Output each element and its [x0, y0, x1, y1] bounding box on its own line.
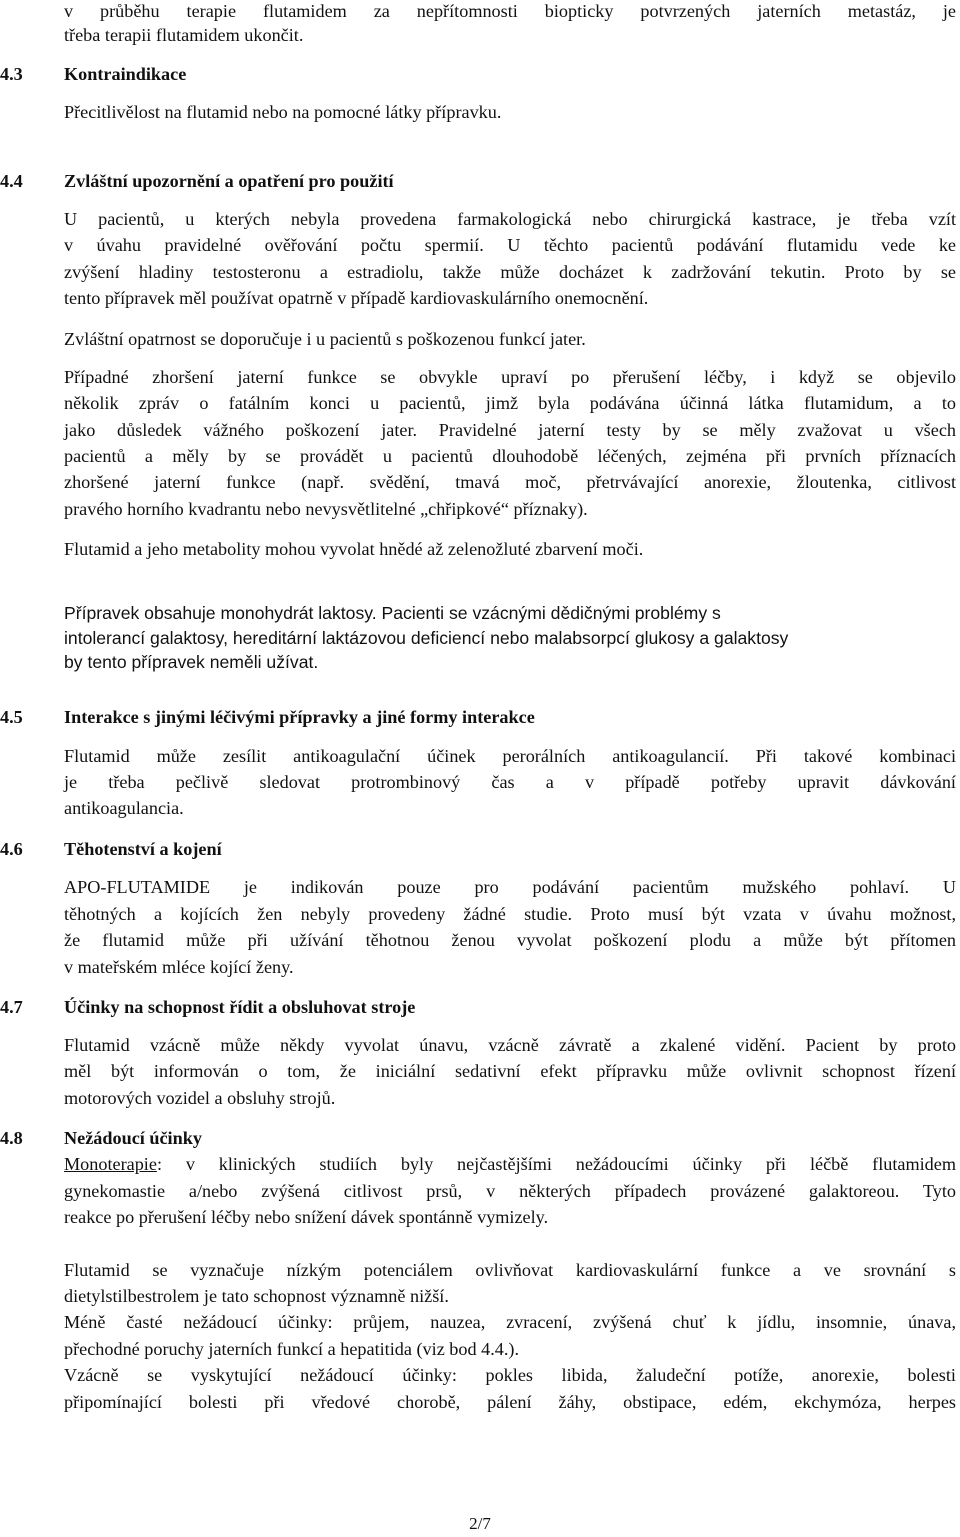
section-heading: Interakce s jinými léčivými přípravky a jiné formy interakce — [64, 707, 535, 727]
body-line: v úvahu pravidelné ověřování počtu spermií. U těchto pacientů podávání flutamidu vede ke — [64, 235, 956, 255]
body-line: Méně časté nežádoucí účinky: průjem, nauzea, zvracení, zvýšená chuť k jídlu, insomnie, únava, — [64, 1312, 956, 1332]
section-number: 4.8 — [0, 1128, 23, 1148]
body-line: třeba terapii flutamidem ukončit. — [64, 25, 304, 45]
body-line: je třeba pečlivě sledovat protrombinový čas a v případě potřeby upravit dávkování — [64, 772, 956, 792]
body-line: gynekomastie a/nebo zvýšená citlivost prsů, v některých případech provázené galaktoreou. Tyto — [64, 1181, 956, 1201]
body-line: dietylstilbestrolem je tato schopnost významně nižší. — [64, 1286, 449, 1306]
body-line: reakce po přerušení léčby nebo snížení dávek spontánně vymizely. — [64, 1207, 549, 1227]
section-heading: Účinky na schopnost řídit a obsluhovat stroje — [64, 997, 416, 1017]
body-line: U pacientů, u kterých nebyla provedena farmakologická nebo chirurgická kastrace, je třeba vzít — [64, 209, 956, 229]
body-line: přechodné poruchy jaterních funkcí a hepatitida (viz bod 4.4.). — [64, 1339, 520, 1359]
page-number: 2/7 — [469, 1514, 491, 1533]
body-line: jako důsledek vážného poškození jater. Pravidelné jaterní testy by se měly zvažovat u všech — [64, 420, 956, 440]
monotherapy-text: : v klinických studiích byly nejčastějšími nežádoucími účinky při léčbě flutamidem — [156, 1154, 956, 1174]
body-line: Flutamid a jeho metabolity mohou vyvolat hnědé až zelenožluté zbarvení moči. — [64, 539, 644, 559]
body-line: v průběhu terapie flutamidem za nepřítomnosti biopticky potvrzených jaterních metastáz, je — [64, 1, 956, 21]
body-line: že flutamid může při užívání těhotnou ženou vyvolat poškození plodu a může být přítomen — [64, 930, 956, 950]
body-line: pacientů a měly by se provádět u pacientů dlouhodobě léčených, zejména při prvních příznacích — [64, 446, 956, 466]
body-line: Flutamid vzácně může někdy vyvolat únavu, vzácně závratě a zkalené vidění. Pacient by proto — [64, 1035, 956, 1055]
body-line: Zvláštní opatrnost se doporučuje i u pacientů s poškozenou funkcí jater. — [64, 329, 586, 349]
body-line: několik zpráv o fatálním konci u pacientů, jimž byla podávána účinná látka flutamidum, a to — [64, 393, 956, 413]
section-heading: Těhotenství a kojení — [64, 839, 222, 859]
section-heading: Zvláštní upozornění a opatření pro použití — [64, 171, 394, 191]
body-line: připomínající bolesti při vředové chorobě, pálení žáhy, obstipace, edém, ekchymóza, herpes — [64, 1392, 956, 1412]
body-line: by tento přípravek neměli užívat. — [64, 652, 319, 672]
section-number: 4.6 — [0, 839, 23, 859]
section-heading: Nežádoucí účinky — [64, 1128, 202, 1148]
body-line: Případné zhoršení jaterní funkce se obvykle upraví po přerušení léčby, i když se objevilo — [64, 367, 956, 387]
body-line: Vzácně se vyskytující nežádoucí účinky: pokles libida, žaludeční potíže, anorexie, bolesti — [64, 1365, 956, 1385]
section-number: 4.3 — [0, 64, 23, 84]
body-line: Flutamid se vyznačuje nízkým potenciálem ovlivňovat kardiovaskulární funkce a ve srovnání s — [64, 1260, 956, 1280]
body-line: v mateřském mléce kojící ženy. — [64, 957, 294, 977]
body-line: Flutamid může zesílit antikoagulační účinek perorálních antikoagulancií. Při takové kombinaci — [64, 746, 956, 766]
body-line: intolerancí galaktosy, hereditární laktázovou deficiencí nebo malabsorpcí glukosy a galaktosy — [64, 628, 789, 648]
section-number: 4.4 — [0, 171, 23, 191]
body-line: těhotných a kojících žen nebyly provedeny žádné studie. Proto musí být vzata v úvahu možnost, — [64, 904, 956, 924]
section-heading: Kontraindikace — [64, 64, 187, 84]
body-line: zvýšení hladiny testosteronu a estradiolu, takže může docházet k zadržování tekutin. Proto by se — [64, 262, 956, 282]
body-line: Přecitlivělost na flutamid nebo na pomocné látky přípravku. — [64, 102, 502, 122]
body-line: tento přípravek měl používat opatrně v případě kardiovaskulárního onemocnění. — [64, 288, 649, 308]
body-line: Přípravek obsahuje monohydrát laktosy. Pacienti se vzácnými dědičnými problémy s — [64, 603, 721, 623]
body-line: pravého horního kvadrantu nebo nevysvětlitelné „chřipkové“ příznaky). — [64, 499, 588, 519]
body-line: APO-FLUTAMIDE je indikován pouze pro podávání pacientům mužského pohlaví. U — [64, 877, 956, 897]
body-line: měl být informován o tom, že iniciální sedativní efekt přípravku může ovlivnit schopnost řízení — [64, 1061, 956, 1081]
body-line: antikoagulancia. — [64, 798, 184, 818]
body-line: zhoršené jaterní funkce (např. svědění, tmavá moč, přetrvávající anorexie, žloutenka, citlivost — [64, 472, 956, 492]
body-line: motorových vozidel a obsluhy strojů. — [64, 1088, 336, 1108]
body-line — [64, 1153, 956, 1175]
section-number: 4.5 — [0, 707, 23, 727]
section-number: 4.7 — [0, 997, 23, 1017]
monotherapy-label: Monoterapie — [64, 1154, 157, 1174]
